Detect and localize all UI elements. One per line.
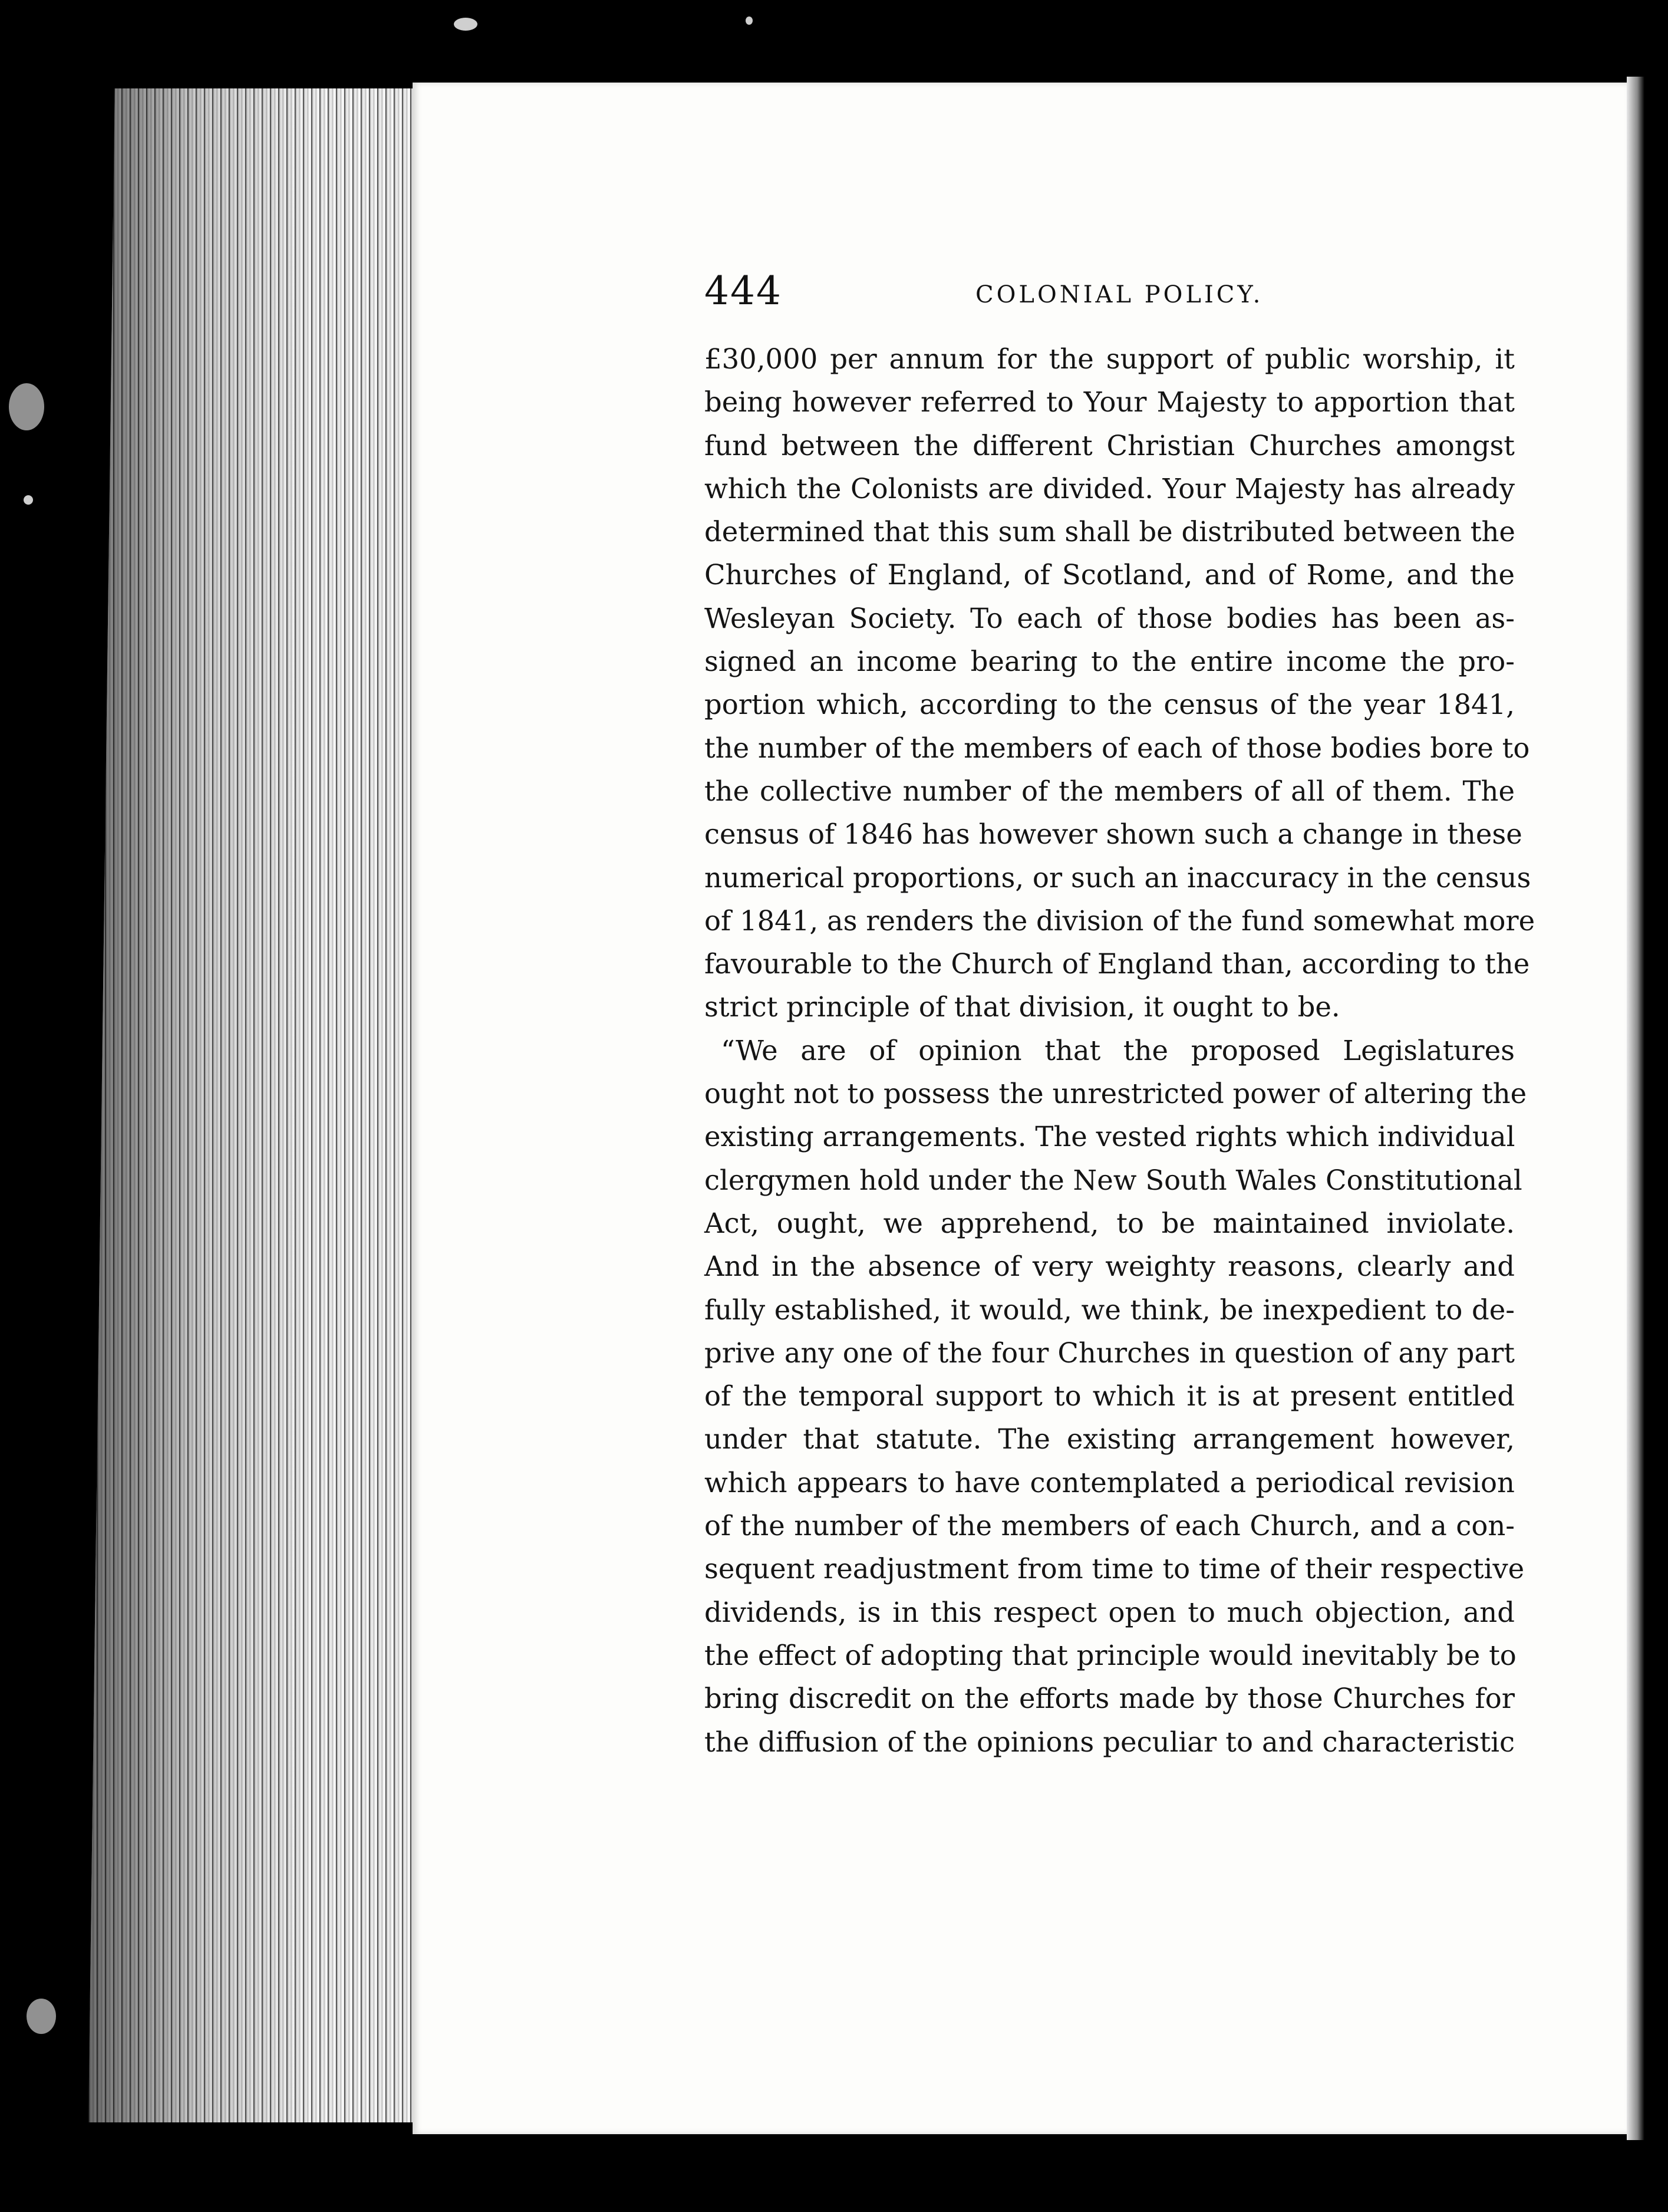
text-line: fund between the different Christian Churches amongst [704, 429, 1515, 462]
dust-speck [454, 18, 477, 31]
text-line: of the number of the members of each Church, and a con- [704, 1510, 1515, 1542]
dust-speck [746, 17, 753, 25]
text-line: of the temporal support to which it is at present entitled [704, 1380, 1515, 1413]
text-line: £30,000 per annum for the support of public worship, it [704, 343, 1515, 375]
text-line: dividends, is in this respect open to much objection, and [704, 1596, 1515, 1628]
text-line: fully established, it would, we think, be inexpedient to de- [704, 1293, 1515, 1326]
text-line: Churches of England, of Scotland, and of Rome, and the [704, 559, 1515, 591]
text-line: which appears to have contemplated a periodical revision [704, 1466, 1515, 1499]
dust-speck [9, 383, 44, 430]
text-line: of 1841, as renders the division of the fund somewhat more [704, 904, 1535, 937]
text-line: portion which, according to the census of the year 1841, [704, 689, 1515, 721]
text-line: “We are of opinion that the proposed Legislatures [721, 1034, 1515, 1066]
text-line: which the Colonists are divided. Your Majesty has already [704, 472, 1515, 505]
text-line: bring discredit on the efforts made by those Churches for [704, 1683, 1515, 1715]
text-line: Wesleyan Society. To each of those bodies has been as- [704, 602, 1515, 634]
running-head: COLONIAL POLICY. [975, 281, 1264, 308]
text-line: strict principle of that division, it ought to be. [704, 991, 1340, 1023]
text-line: Act, ought, we apprehend, to be maintained inviolate. [704, 1207, 1515, 1239]
text-line: the effect of adopting that principle would inevitably be to [704, 1639, 1517, 1671]
text-line: signed an income bearing to the entire income the pro- [704, 646, 1515, 678]
text-line: numerical proportions, or such an inaccuracy in the census [704, 861, 1531, 894]
text-line: the collective number of the members of all of them. The [704, 775, 1515, 807]
text-line: the diffusion of the opinions peculiar to and characteristic [704, 1726, 1515, 1758]
text-line: And in the absence of very weighty reasons, clearly and [704, 1250, 1515, 1283]
text-line: census of 1846 has however shown such a change in these [704, 818, 1522, 851]
text-line: under that statute. The existing arrangement however, [704, 1423, 1515, 1456]
text-line: sequent readjustment from time to time of their respective [704, 1553, 1525, 1585]
page-number: 444 [704, 268, 782, 314]
text-line: existing arrangements. The vested rights which individual [704, 1121, 1515, 1153]
text-line: clergymen hold under the New South Wales Constitutional [704, 1164, 1522, 1196]
body-text [704, 338, 1535, 1764]
dust-speck [24, 495, 33, 505]
fore-edge-shadow [88, 88, 418, 2122]
page-right-edge [1627, 77, 1644, 2140]
text-line: determined that this sum shall be distributed between the [704, 516, 1515, 548]
text-line: the number of the members of each of those bodies bore to [704, 732, 1530, 764]
text-line: ought not to possess the unrestricted power of altering the [704, 1078, 1527, 1110]
text-line: being however referred to Your Majesty to apportion that [704, 386, 1515, 419]
text-line: prive any one of the four Churches in question of any part [704, 1337, 1515, 1369]
page-header [704, 268, 1515, 321]
text-line: favourable to the Church of England than, according to the [704, 948, 1530, 980]
dust-speck [27, 1999, 56, 2034]
